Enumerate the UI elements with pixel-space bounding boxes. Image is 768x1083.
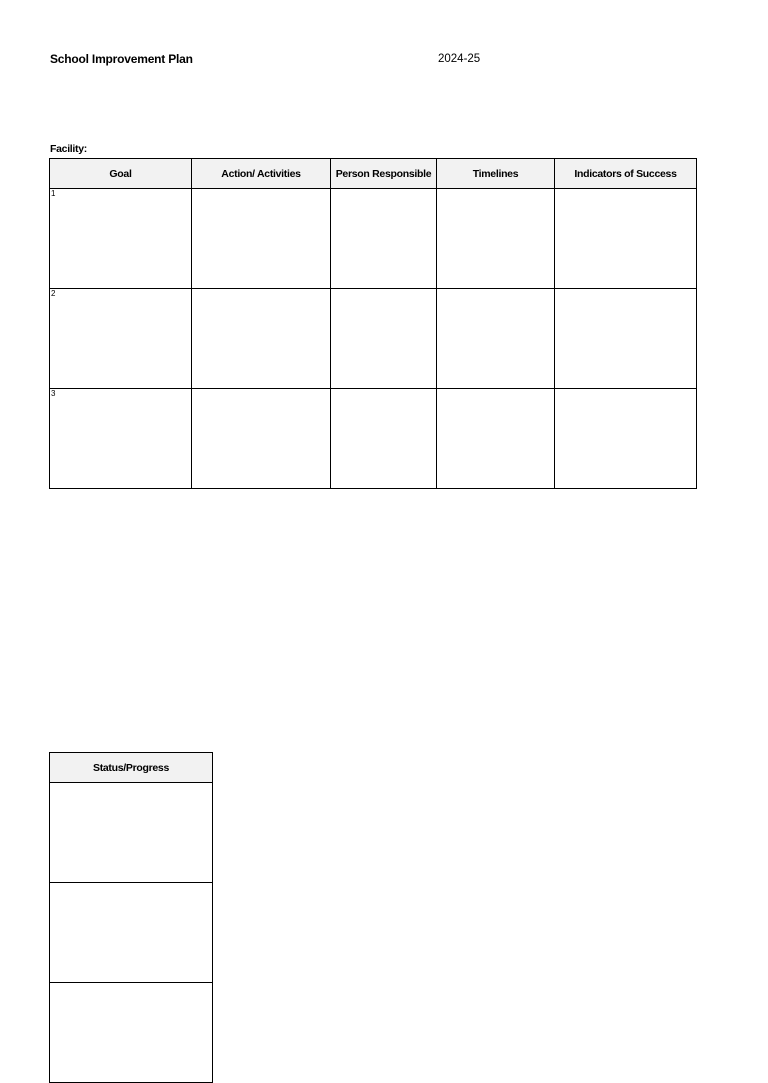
status-cell[interactable] <box>50 783 213 883</box>
action-cell[interactable] <box>192 389 331 489</box>
document-year: 2024-25 <box>438 53 481 65</box>
indicator-cell[interactable] <box>555 389 697 489</box>
facility-label: Facility: <box>50 143 87 155</box>
person-cell[interactable] <box>331 389 437 489</box>
header-status-progress: Status/Progress <box>50 753 213 783</box>
header-goal: Goal <box>50 159 192 189</box>
indicator-cell[interactable] <box>555 289 697 389</box>
table-row <box>50 983 213 1083</box>
goal-cell[interactable] <box>50 389 192 489</box>
timeline-cell[interactable] <box>437 189 555 289</box>
header-indicators-of-success: Indicators of Success <box>555 159 697 189</box>
status-cell[interactable] <box>50 883 213 983</box>
table-header-row <box>50 159 697 189</box>
indicator-cell[interactable] <box>555 189 697 289</box>
table-row <box>50 289 697 389</box>
goal-cell[interactable] <box>50 189 192 289</box>
row-number: 3 <box>51 389 56 398</box>
row-number: 1 <box>51 189 56 198</box>
status-cell[interactable] <box>50 983 213 1083</box>
timeline-cell[interactable] <box>437 389 555 489</box>
status-progress-table <box>49 752 213 1083</box>
header-person-responsible: Person Responsible <box>331 159 437 189</box>
person-cell[interactable] <box>331 189 437 289</box>
status-header-row <box>50 753 213 783</box>
action-cell[interactable] <box>192 189 331 289</box>
table-row <box>50 189 697 289</box>
goal-cell[interactable] <box>50 289 192 389</box>
table-row <box>50 389 697 489</box>
person-cell[interactable] <box>331 289 437 389</box>
table-row <box>50 883 213 983</box>
improvement-plan-table <box>49 158 697 489</box>
document-title: School Improvement Plan <box>50 52 193 66</box>
row-number: 2 <box>51 289 56 298</box>
action-cell[interactable] <box>192 289 331 389</box>
table-row <box>50 783 213 883</box>
header-action-activities: Action/ Activities <box>192 159 331 189</box>
header-timelines: Timelines <box>437 159 555 189</box>
timeline-cell[interactable] <box>437 289 555 389</box>
